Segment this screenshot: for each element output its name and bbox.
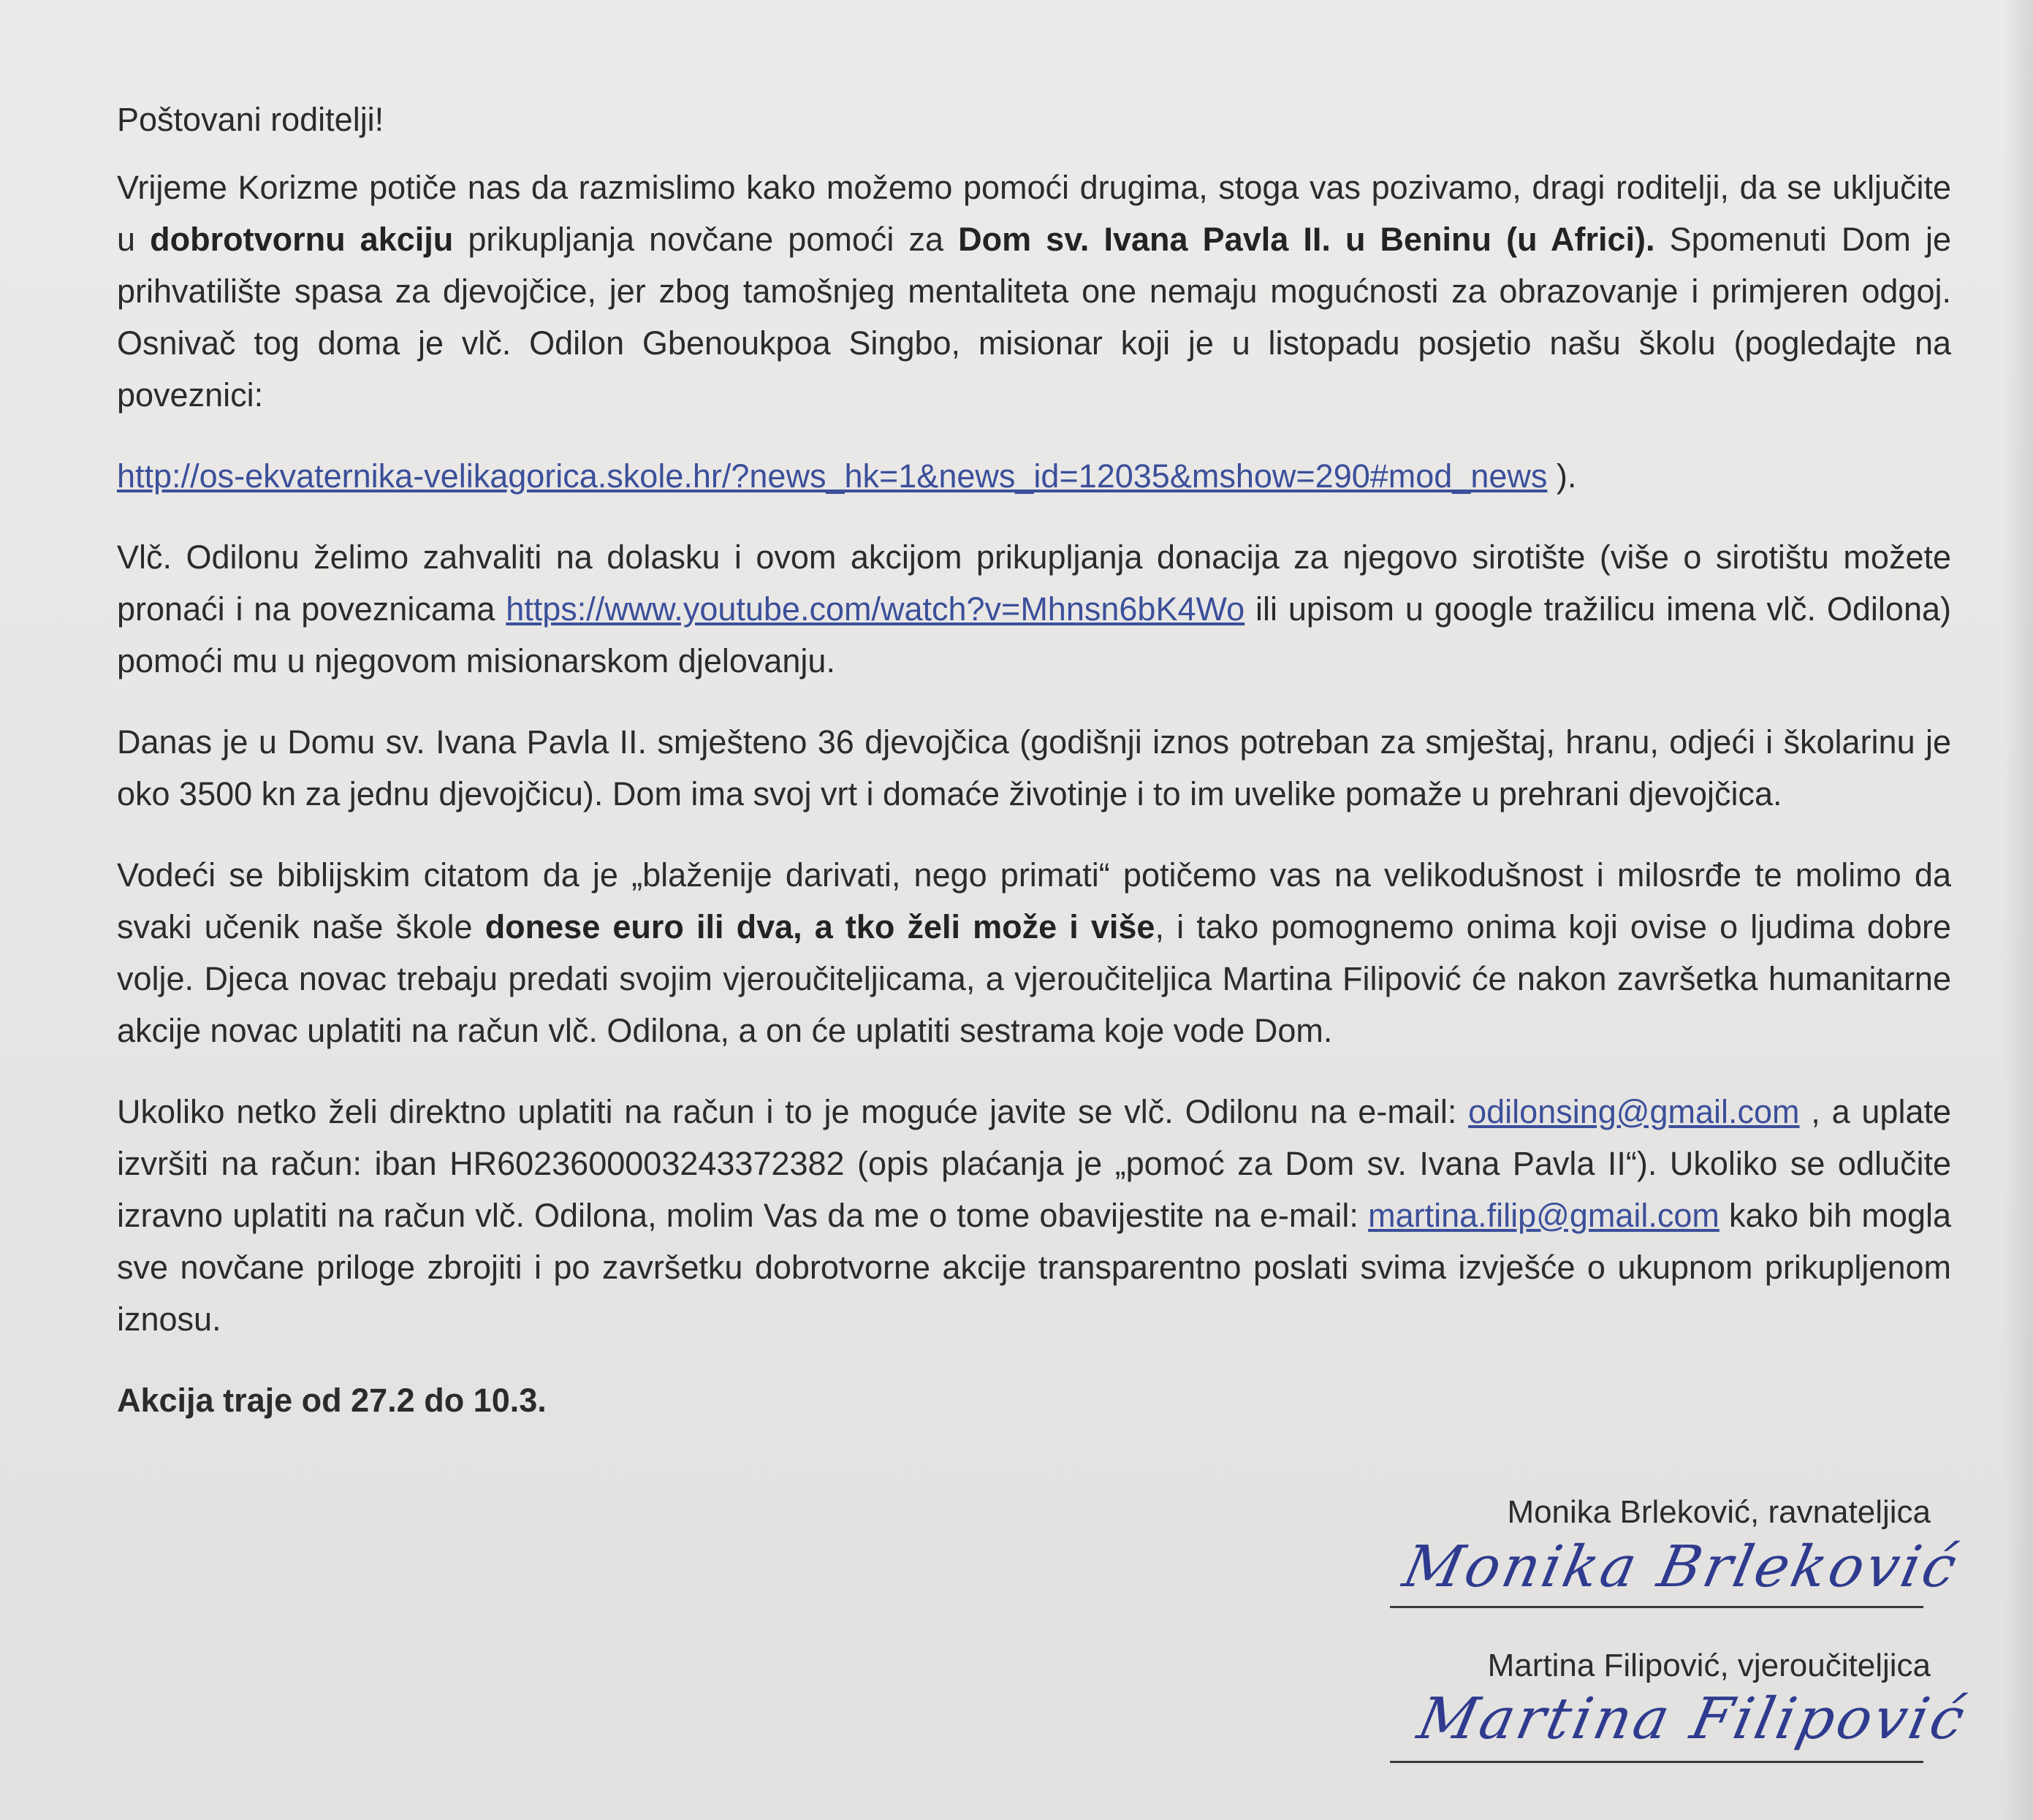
signature-label-principal: Monika Brleković, ravnateljica — [1507, 1494, 1931, 1530]
text: Vrijeme Korizme potiče nas da razmislimo kako možemo pomoći drugima, stoga vas pozivamo, dragi roditelji, da se uključite u — [117, 169, 1951, 258]
signature-label-teacher: Martina Filipović, vjeroučiteljica — [1487, 1648, 1931, 1683]
signature-block-principal — [1390, 1490, 1965, 1607]
text: kako bih mogla sve novčane priloge zbrojiti i po završetku dobrotvorne akcije transparentno poslati svima izvješće o ukupnom prikupljenom iznosu. — [117, 1197, 1951, 1338]
action-dates: Akcija traje od 27.2 do 10.3. — [117, 1382, 547, 1419]
text: Vodeći se biblijskim citatom da je „blaženije darivati, nego primati“ potičemo vas na velikodušnost i milosrđe te molimo da svaki učenik naše škole — [117, 856, 1951, 945]
paragraph-intro — [117, 161, 1951, 421]
paragraph-home-info: Danas je u Domu sv. Ivana Pavla II. smješteno 36 djevojčica (godišnji iznos potreban za smještaj, hranu, odjeći i školarinu je oko 3500 kn za jednu djevojčicu). Dom ima svoj vrt i domaće životinje i to im uvelike pomaže u prehrani djevojčica. — [117, 723, 1951, 812]
email-martina-link[interactable]: martina.filip@gmail.com — [1368, 1197, 1720, 1234]
text: ). — [1547, 457, 1577, 495]
page-fold-shadow — [2004, 0, 2033, 1820]
paragraph-payment — [117, 1086, 1951, 1345]
paragraph-appeal — [117, 849, 1951, 1056]
text: Spomenuti Dom je prihvatilište spasa za djevojčice, jer zbog tamošnjeg mentaliteta one nemaju mogućnosti za obrazovanje i primjeren odgoj. Osnivač tog doma je vlč. Odilon Gbenoukpoa Singbo, misionar koji je u listopadu posjetio našu školu (pogledajte na poveznici: — [117, 221, 1951, 414]
paragraph-school-link — [117, 450, 1951, 502]
bold-charity-action: dobrotvornu akciju — [150, 221, 454, 258]
text: prikupljanja novčane pomoći za — [453, 221, 959, 258]
handwritten-signature-principal: Monika Brleković — [1397, 1534, 1965, 1600]
signature-line-teacher — [1390, 1761, 1923, 1763]
email-odilon-link[interactable]: odilonsing@gmail.com — [1468, 1093, 1800, 1130]
text: , i tako pomognemo onima koji ovise o ljudima dobre volje. Djeca novac trebaju predati svojim vjeroučiteljicama, a vjeroučiteljica Martina Filipović će nakon završetka humanitarne akcije novac uplatiti na račun vlč. Odilona, a on će uplatiti sestrama koje vode Dom. — [117, 908, 1951, 1049]
school-news-link[interactable]: http://os-ekvaternika-velikagorica.skole.hr/?news_hk=1&news_id=12035&mshow=290#mod_news — [117, 457, 1548, 495]
signature-block-teacher — [1390, 1644, 1973, 1764]
youtube-link[interactable]: https://www.youtube.com/watch?v=Mhnsn6bK4Wo — [506, 590, 1245, 628]
signature-line-principal — [1390, 1606, 1923, 1608]
text: Ukoliko netko želi direktno uplatiti na račun i to je moguće javite se vlč. Odilonu na e-mail: — [117, 1093, 1469, 1130]
letter-body — [117, 94, 1951, 1426]
paragraph-thanks — [117, 531, 1951, 687]
greeting: Poštovani roditelji! — [117, 101, 384, 138]
text: Vlč. Odilonu želimo zahvaliti na dolasku i ovom akcijom prikupljanja donacija za njegovo sirotište (više o sirotištu možete pronaći i na poveznicama — [117, 538, 1951, 628]
text: ili upisom u google tražilicu imena vlč. Odilona) pomoći mu u njegovom misionarskom djelovanju. — [117, 590, 1951, 679]
bold-home-name: Dom sv. Ivana Pavla II. u Beninu (u Africi). — [958, 221, 1655, 258]
text: , a uplate izvršiti na račun: iban HR6023600003243372382 (opis plaćanja je „pomoć za Dom sv. Ivana Pavla II“). Ukoliko se odlučite izravno uplatiti na račun vlč. Odilona, molim Vas da me o tome obavijestite na e-mail: — [117, 1093, 1951, 1234]
bold-donation-request: donese euro ili dva, a tko želi može i više — [484, 908, 1155, 945]
handwritten-signature-teacher: Martina Filipović — [1412, 1686, 1973, 1752]
